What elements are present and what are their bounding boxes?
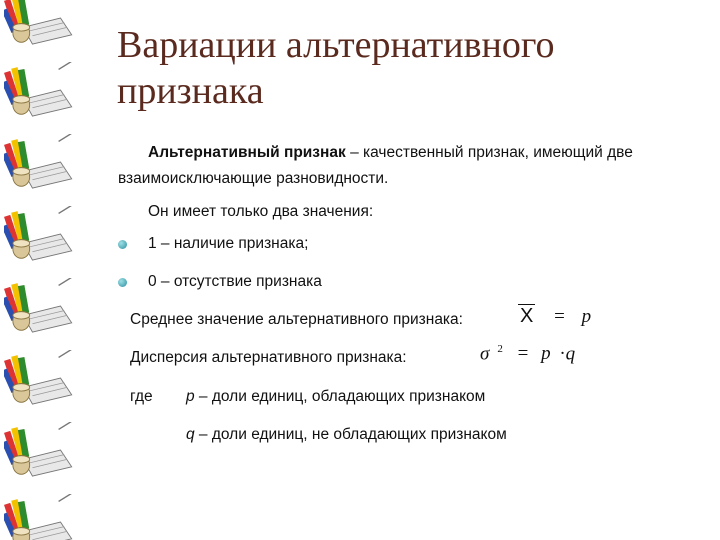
where-p-line — [186, 388, 485, 406]
where-word: где — [130, 388, 153, 405]
where-q-line — [186, 426, 507, 444]
bullet-icon — [118, 240, 127, 249]
variance-q: q — [565, 343, 576, 365]
office-clipart-icon — [4, 350, 74, 406]
where-p-var: p — [186, 388, 195, 405]
mean-formula — [518, 305, 591, 328]
variance-p: p — [541, 343, 551, 365]
variance-dot: · — [559, 343, 566, 365]
variance-formula — [480, 343, 575, 365]
variance-equals: = — [517, 343, 529, 365]
mean-x-bar: X — [520, 305, 534, 327]
bullet-item-2: 0 – отсутствие признака — [148, 273, 322, 290]
values-intro: Он имеет только два значения: — [148, 203, 374, 220]
bullet-icon — [118, 278, 127, 287]
definition-term: Альтернативный признак — [148, 144, 346, 161]
where-p-text: – доли единиц, обладающих признаком — [194, 388, 486, 405]
mean-label: Среднее значение альтернативного признака: — [130, 311, 463, 328]
office-clipart-icon — [4, 0, 74, 46]
variance-sigma: σ — [480, 343, 490, 365]
bullet-item-1: 1 – наличие признака; — [148, 235, 309, 252]
decorative-sidebar — [0, 0, 80, 540]
office-clipart-icon — [4, 278, 74, 334]
mean-p: p — [581, 306, 592, 327]
definition-text: – качественный признак, имеющий две взаимоисключающие разновидности. — [118, 144, 633, 187]
office-clipart-icon — [4, 206, 74, 262]
slide-title: Вариации альтернативного признака — [117, 24, 555, 112]
variance-label: Дисперсия альтернативного признака: — [130, 349, 407, 366]
office-clipart-icon — [4, 422, 74, 478]
office-clipart-icon — [4, 134, 74, 190]
mean-equals: = — [554, 306, 565, 327]
definition-paragraph — [118, 140, 700, 192]
where-q-var: q — [186, 426, 195, 443]
variance-exponent: 2 — [497, 343, 503, 355]
where-q-text: – доли единиц, не обладающих признаком — [194, 426, 507, 443]
office-clipart-icon — [4, 494, 74, 540]
office-clipart-icon — [4, 62, 74, 118]
